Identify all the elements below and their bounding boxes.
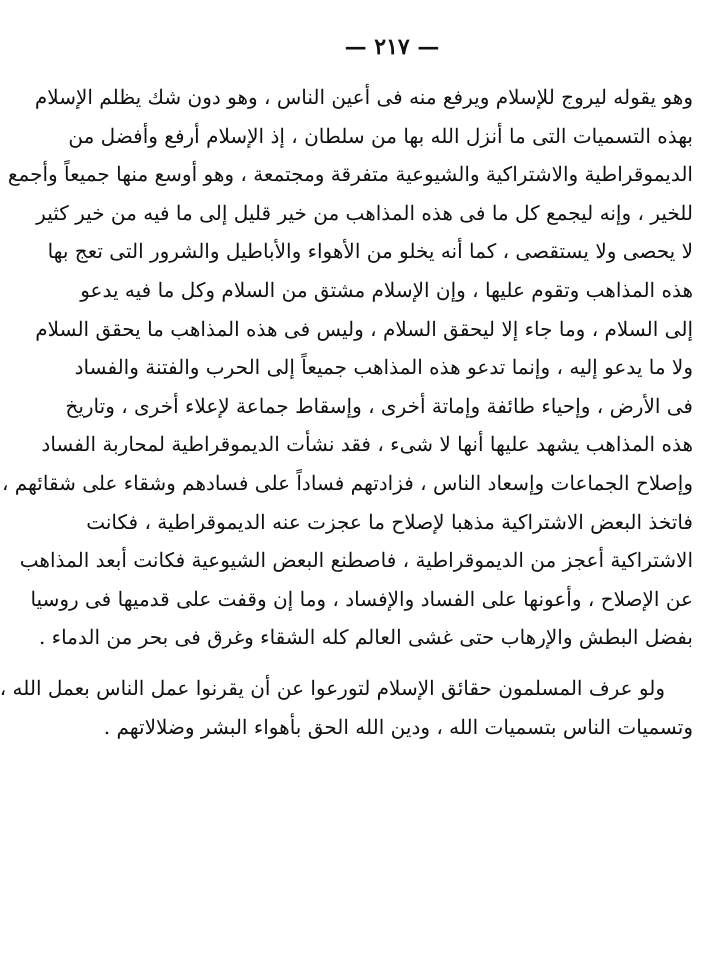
text-line: وهو يقوله ليروج للإسلام ويرفع منه فى أعين الناس ، وهو دون شك يظلم الإسلام (34, 85, 693, 109)
paragraph (1, 78, 693, 657)
paragraph-gap (133, 657, 693, 669)
text-line: بهذه التسميات التى ما أنزل الله بها من سلطان ، إذ الإسلام أرفع وأفضل من (68, 123, 693, 148)
text-line: الاشتراكية أعجز من الديموقراطية ، فاصطنع البعض الشيوعية فكانت أبعد المذاهب (19, 548, 693, 573)
text-line: ولا ما يدعو إليه ، وإنما تدعو هذه المذاهب جميعاً إلى الحرب والفتنة والفساد (74, 355, 693, 380)
text-line: بفضل البطش والإرهاب حتى غشى العالم كله الشقاء وغرق فى بحر من الدماء . (38, 625, 693, 650)
text-line: هذه المذاهب وتقوم عليها ، وإن الإسلام مشتق من السلام وكل ما فيه يدعو (80, 277, 693, 302)
text-line: للخير ، وإنه ليجمع كل ما فى هذه المذاهب من خير قليل إلى ما فيه من خير كثير (36, 200, 693, 225)
text-line: فى الأرض ، وإحياء طائفة وإماتة أخرى ، وإسقاط جماعة لإعلاء أخرى ، وتاريخ (65, 393, 693, 418)
page-number: — ٢١٧ — (344, 34, 440, 60)
text-line: وتسميات الناس بتسميات الله ، ودين الله الحق بأهواء البشر وضلالاتهم . (103, 714, 693, 739)
text-line: وإصلاح الجماعات وإسعاد الناس ، فزادتهم فساداً على فسادهم وشقاء على شقائهم ، (1, 470, 693, 495)
paragraph (0, 669, 693, 746)
text-line: فاتخذ البعض الاشتراكية مذهبا لإصلاح ما عجزت عنه الديموقراطية ، فكانت (86, 509, 693, 534)
text-line: إلى السلام ، وما جاء إلا ليحقق السلام ، وليس فى هذه المذاهب ما يحقق السلام (35, 316, 693, 341)
text-line: عن الإصلاح ، وأعونها على الفساد والإفساد ، وما إن وقفت على قدميها فى روسيا (30, 586, 693, 611)
text-line: لا يحصى ولا يستقصى ، كما أنه يخلو من الأهواء والأباطيل والشرور التى تعج بها (47, 239, 693, 264)
text-line: ولو عرف المسلمون حقائق الإسلام لتورعوا عن أن يقرنوا عمل الناس بعمل الله ، (0, 675, 665, 700)
text-line: الديموقراطية والاشتراكية والشيوعية متفرقة ومجتمعة ، وهو أوسع منها جميعاً وأجمع (7, 162, 693, 187)
body-text (0, 78, 693, 746)
text-line: هذه المذاهب يشهد عليها أنها لا شىء ، فقد نشأت الديموقراطية لمحاربة الفساد (41, 432, 693, 457)
